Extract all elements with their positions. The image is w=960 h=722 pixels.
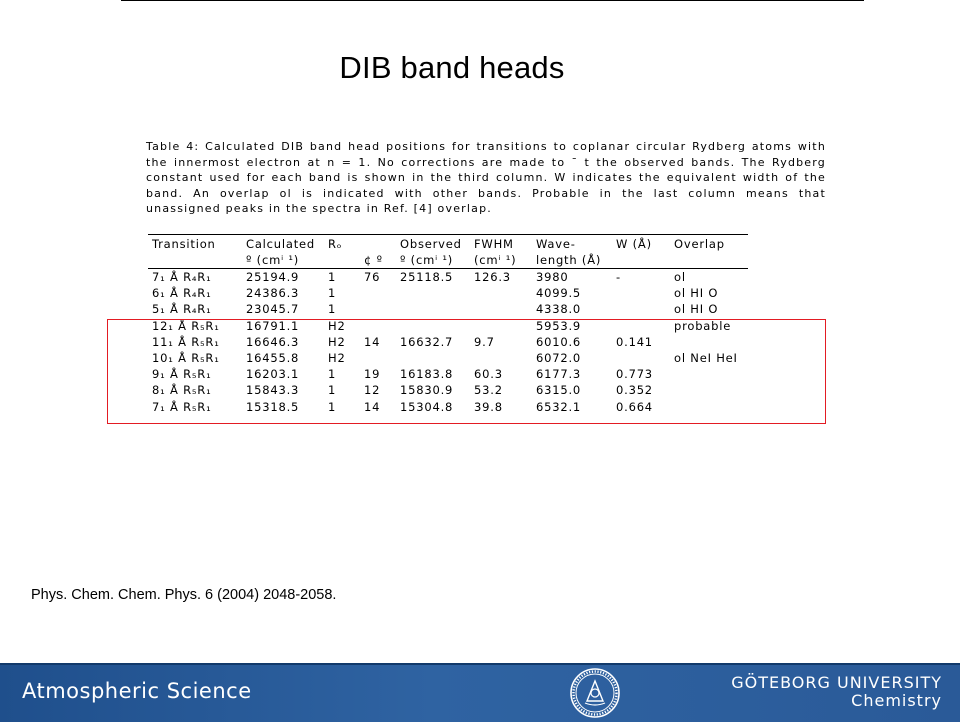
table-cell: 16791.1	[246, 318, 300, 333]
table-cell: 11₁ Å R₅R₁	[152, 334, 220, 349]
table-cell: 4338.0	[536, 302, 582, 317]
table-cell: 10₁ Å R₅R₁	[152, 350, 220, 365]
header-cell: Overlap	[674, 237, 725, 251]
table-cell: 25118.5	[400, 270, 454, 284]
table-cell: 0.773	[616, 367, 653, 382]
table-cell: 6₁ Å R₄R₁	[152, 286, 212, 301]
university-seal-icon	[569, 667, 621, 719]
header-cell: ¢ º	[364, 253, 383, 267]
table-cell: 1	[328, 302, 337, 317]
table-row	[148, 269, 748, 285]
faculty-label: Chemistry	[851, 691, 942, 710]
table-cell: 15304.8	[400, 399, 454, 414]
table-cell: 0.352	[616, 383, 653, 398]
table-cell: 14	[364, 399, 381, 414]
table-cell: 25194.9	[246, 270, 300, 284]
table-cell: 6010.6	[536, 334, 582, 349]
table-cell: -	[616, 270, 621, 284]
table-cell: 60.3	[474, 367, 503, 382]
table-row	[148, 285, 748, 301]
header-cell: Calculated	[246, 237, 316, 251]
header-cell: Transition	[152, 237, 216, 251]
department-name: Atmospheric Science	[22, 679, 252, 703]
table-cell: 15843.3	[246, 383, 300, 398]
table-cell: ol HI O	[674, 286, 719, 301]
citation: Phys. Chem. Chem. Phys. 6 (2004) 2048-2058.	[31, 587, 337, 603]
header-cell: º (cmⁱ ¹)	[246, 253, 300, 267]
table-cell: 4099.5	[536, 286, 582, 301]
table-cell: 1	[328, 367, 337, 382]
header-cell: Wave-	[536, 237, 576, 251]
table-cell: 1	[328, 383, 337, 398]
table-cell: 9.7	[474, 334, 495, 349]
header-cell: W (Å)	[616, 237, 652, 251]
table-cell: 12₁ Å R₅R₁	[152, 318, 220, 333]
table-cell: 1	[328, 286, 337, 301]
table-cell: 7₁ Å R₄R₁	[152, 270, 212, 284]
table-cell: 76	[364, 270, 381, 284]
table-cell: 24386.3	[246, 286, 300, 301]
table-cell: 1	[328, 270, 337, 284]
table-cell: 6532.1	[536, 399, 582, 414]
university-label: GÖTEBORG UNIVERSITY	[731, 673, 942, 692]
table-cell: H2	[328, 318, 346, 333]
footer-bar	[0, 663, 960, 722]
table-cell: 39.8	[474, 399, 503, 414]
table-cell: 0.141	[616, 334, 653, 349]
table-header	[148, 235, 748, 268]
table-cell: ol	[674, 270, 686, 284]
table-cell: H2	[328, 350, 346, 365]
slide-title: DIB band heads	[339, 50, 565, 85]
table-cell: 1	[328, 399, 337, 414]
header-cell: (cmⁱ ¹)	[474, 253, 517, 267]
table-cell: 23045.7	[246, 302, 300, 317]
table-cell: 5₁ Å R₄R₁	[152, 302, 212, 317]
table-cell: 0.664	[616, 399, 653, 414]
table-cell: 16646.3	[246, 334, 300, 349]
table-cell: 16632.7	[400, 334, 454, 349]
highlight-box	[107, 319, 826, 424]
table-cell: 16203.1	[246, 367, 300, 382]
table-cell: H2	[328, 334, 346, 349]
header-cell: Rₒ	[328, 237, 343, 251]
top-rule	[121, 0, 864, 1]
table-cell: 14	[364, 334, 381, 349]
table-cell: 15830.9	[400, 383, 454, 398]
header-cell: Observed	[400, 237, 462, 251]
table-cell: 5953.9	[536, 318, 582, 333]
table-cell: 9₁ Å R₅R₁	[152, 367, 212, 382]
table-cell: 7₁ Å R₅R₁	[152, 399, 212, 414]
table-cell: 6072.0	[536, 350, 582, 365]
table-cell: 16455.8	[246, 350, 300, 365]
table-cell: 126.3	[474, 270, 511, 284]
table-cell: 15318.5	[246, 399, 300, 414]
table-cell: 19	[364, 367, 381, 382]
table-cell: 6177.3	[536, 367, 582, 382]
table-cell: 53.2	[474, 383, 503, 398]
table-cell: 8₁ Å R₅R₁	[152, 383, 212, 398]
university-name	[727, 674, 942, 710]
header-cell: length (Å)	[536, 253, 602, 267]
header-cell: FWHM	[474, 237, 514, 251]
table-cell: 6315.0	[536, 383, 582, 398]
table-cell: ol NeI HeI	[674, 350, 738, 365]
table-cell: ol HI O	[674, 302, 719, 317]
table-caption: Table 4: Calculated DIB band head positions for transitions to coplanar circular Rydberg atoms with the innermost electron at n = 1. No corrections are made to ¯ t the observed bands. The Rydberg constant used for each band is shown in the third column. W indicates the equivalent width of the band. An overlap ol is indicated with other bands. Probable in the last column means that unassigned peaks in the spectra in Ref. [4] overlap.	[146, 140, 826, 215]
table-row	[148, 301, 748, 317]
table-cell: 12	[364, 383, 381, 398]
table-cell: 3980	[536, 270, 569, 284]
table-cell: 16183.8	[400, 367, 454, 382]
header-cell: º (cmⁱ ¹)	[400, 253, 454, 267]
table-cell: probable	[674, 318, 732, 333]
